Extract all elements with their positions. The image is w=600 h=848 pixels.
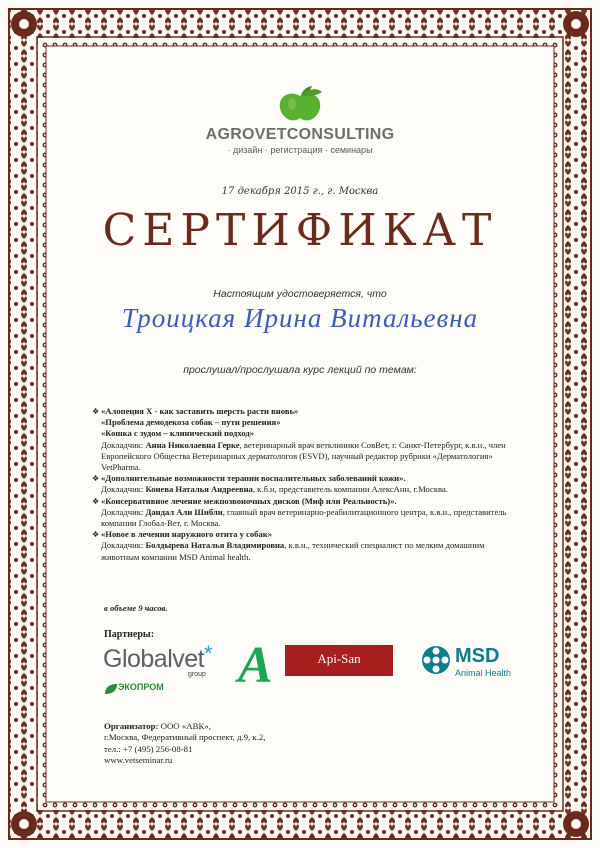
a-partner-logo: A xyxy=(238,637,273,694)
bullet-icon: ❖ xyxy=(92,407,100,416)
topic-item xyxy=(92,496,522,530)
topic-title: «Проблема демодекоза собак – пути решения» xyxy=(101,417,281,428)
topic-item xyxy=(92,473,522,495)
topic-title: «Кошка с зудом – клинический подход» xyxy=(101,428,255,439)
topic-speaker: Докладчик: Болдырева Наталья Владимировна, к.в.н., технический специалист по мелким домашним животным компании MSD Animal health. xyxy=(101,540,485,562)
organizer-phone: тел.: +7 (495) 256-08-81 xyxy=(104,743,193,754)
organizer-website: www.vetseminar.ru xyxy=(104,755,173,766)
globalvet-group-label: group xyxy=(188,671,206,678)
msd-name: MSD xyxy=(455,645,500,667)
topic-title: «Алопеция Х - как заставить шерсть расти вновь» xyxy=(101,406,299,416)
msd-subtitle: Animal Health xyxy=(455,668,512,678)
hours-total: в объеме 9 часов. xyxy=(104,603,168,613)
organizer-address: г.Москва, Федеративный проспект, д.9, к.2, xyxy=(104,732,266,743)
topic-title: «Консервативное лечение межпозвоночных дисков (Миф или Реальность)». xyxy=(101,495,397,506)
certify-text: Настоящим удостоверяется, что xyxy=(213,288,387,300)
brand-name: AGROVETCONSULTING xyxy=(205,126,395,143)
ekoprom-leaf-icon xyxy=(104,683,118,695)
date-location: 17 декабря 2015 г., г. Москва xyxy=(221,186,379,197)
topic-item xyxy=(92,529,522,563)
bullet-icon: ❖ xyxy=(92,496,100,506)
organizer-line: Организатор: ООО «АВК», xyxy=(104,721,211,731)
globalvet-logo: Globalvet* xyxy=(103,641,213,673)
topic-item xyxy=(92,406,522,473)
topic-title: «Новое в лечении наружного отита у собак» xyxy=(101,529,273,540)
partners-label: Партнеры: xyxy=(104,629,155,640)
bullet-icon: ❖ xyxy=(92,474,100,484)
apple-logo-icon xyxy=(272,86,328,124)
topics-list xyxy=(92,406,522,563)
brand-tagline: · дизайн · регистрация · семинары xyxy=(227,145,373,155)
ekoprom-logo: ЭКОПРОМ xyxy=(118,682,164,692)
msd-logo-icon xyxy=(421,645,451,675)
attended-text: прослушал/прослушала курс лекций по темам: xyxy=(183,364,417,376)
agrovet-logo xyxy=(0,86,600,155)
certificate-title: СЕРТИФИКАТ xyxy=(102,205,498,256)
topic-title: «Дополнительные возможности терапии воспалительных заболеваний кожи». xyxy=(101,473,406,484)
topic-speaker: Докладчик: Анна Николаевна Герке, ветеринарный врач ветклиники СовВет, г. Санкт-Петербург, к.в.н., член Европейского Общества Ветеринарных дерматологов (ESVD), научный редактор рубрики «Дерматология» VetPharma. xyxy=(101,439,506,473)
recipient-name: Троицкая Ирина Витальевна xyxy=(121,303,479,333)
bullet-icon: ❖ xyxy=(92,530,100,540)
apisan-logo: Api-San xyxy=(285,645,393,676)
organizer-block xyxy=(104,721,266,767)
topic-speaker: Докладчик: Дандал Али Шибли, главный врач ветеринарно-реабилитационного центра, к.в.н., представитель компании Глобал-Вет, г. Москва. xyxy=(101,506,507,529)
topic-speaker: Докладчик: Конева Наталья Андреевна, к.б.н, представитель компании АлексАнн, г.Москва. xyxy=(101,484,448,495)
